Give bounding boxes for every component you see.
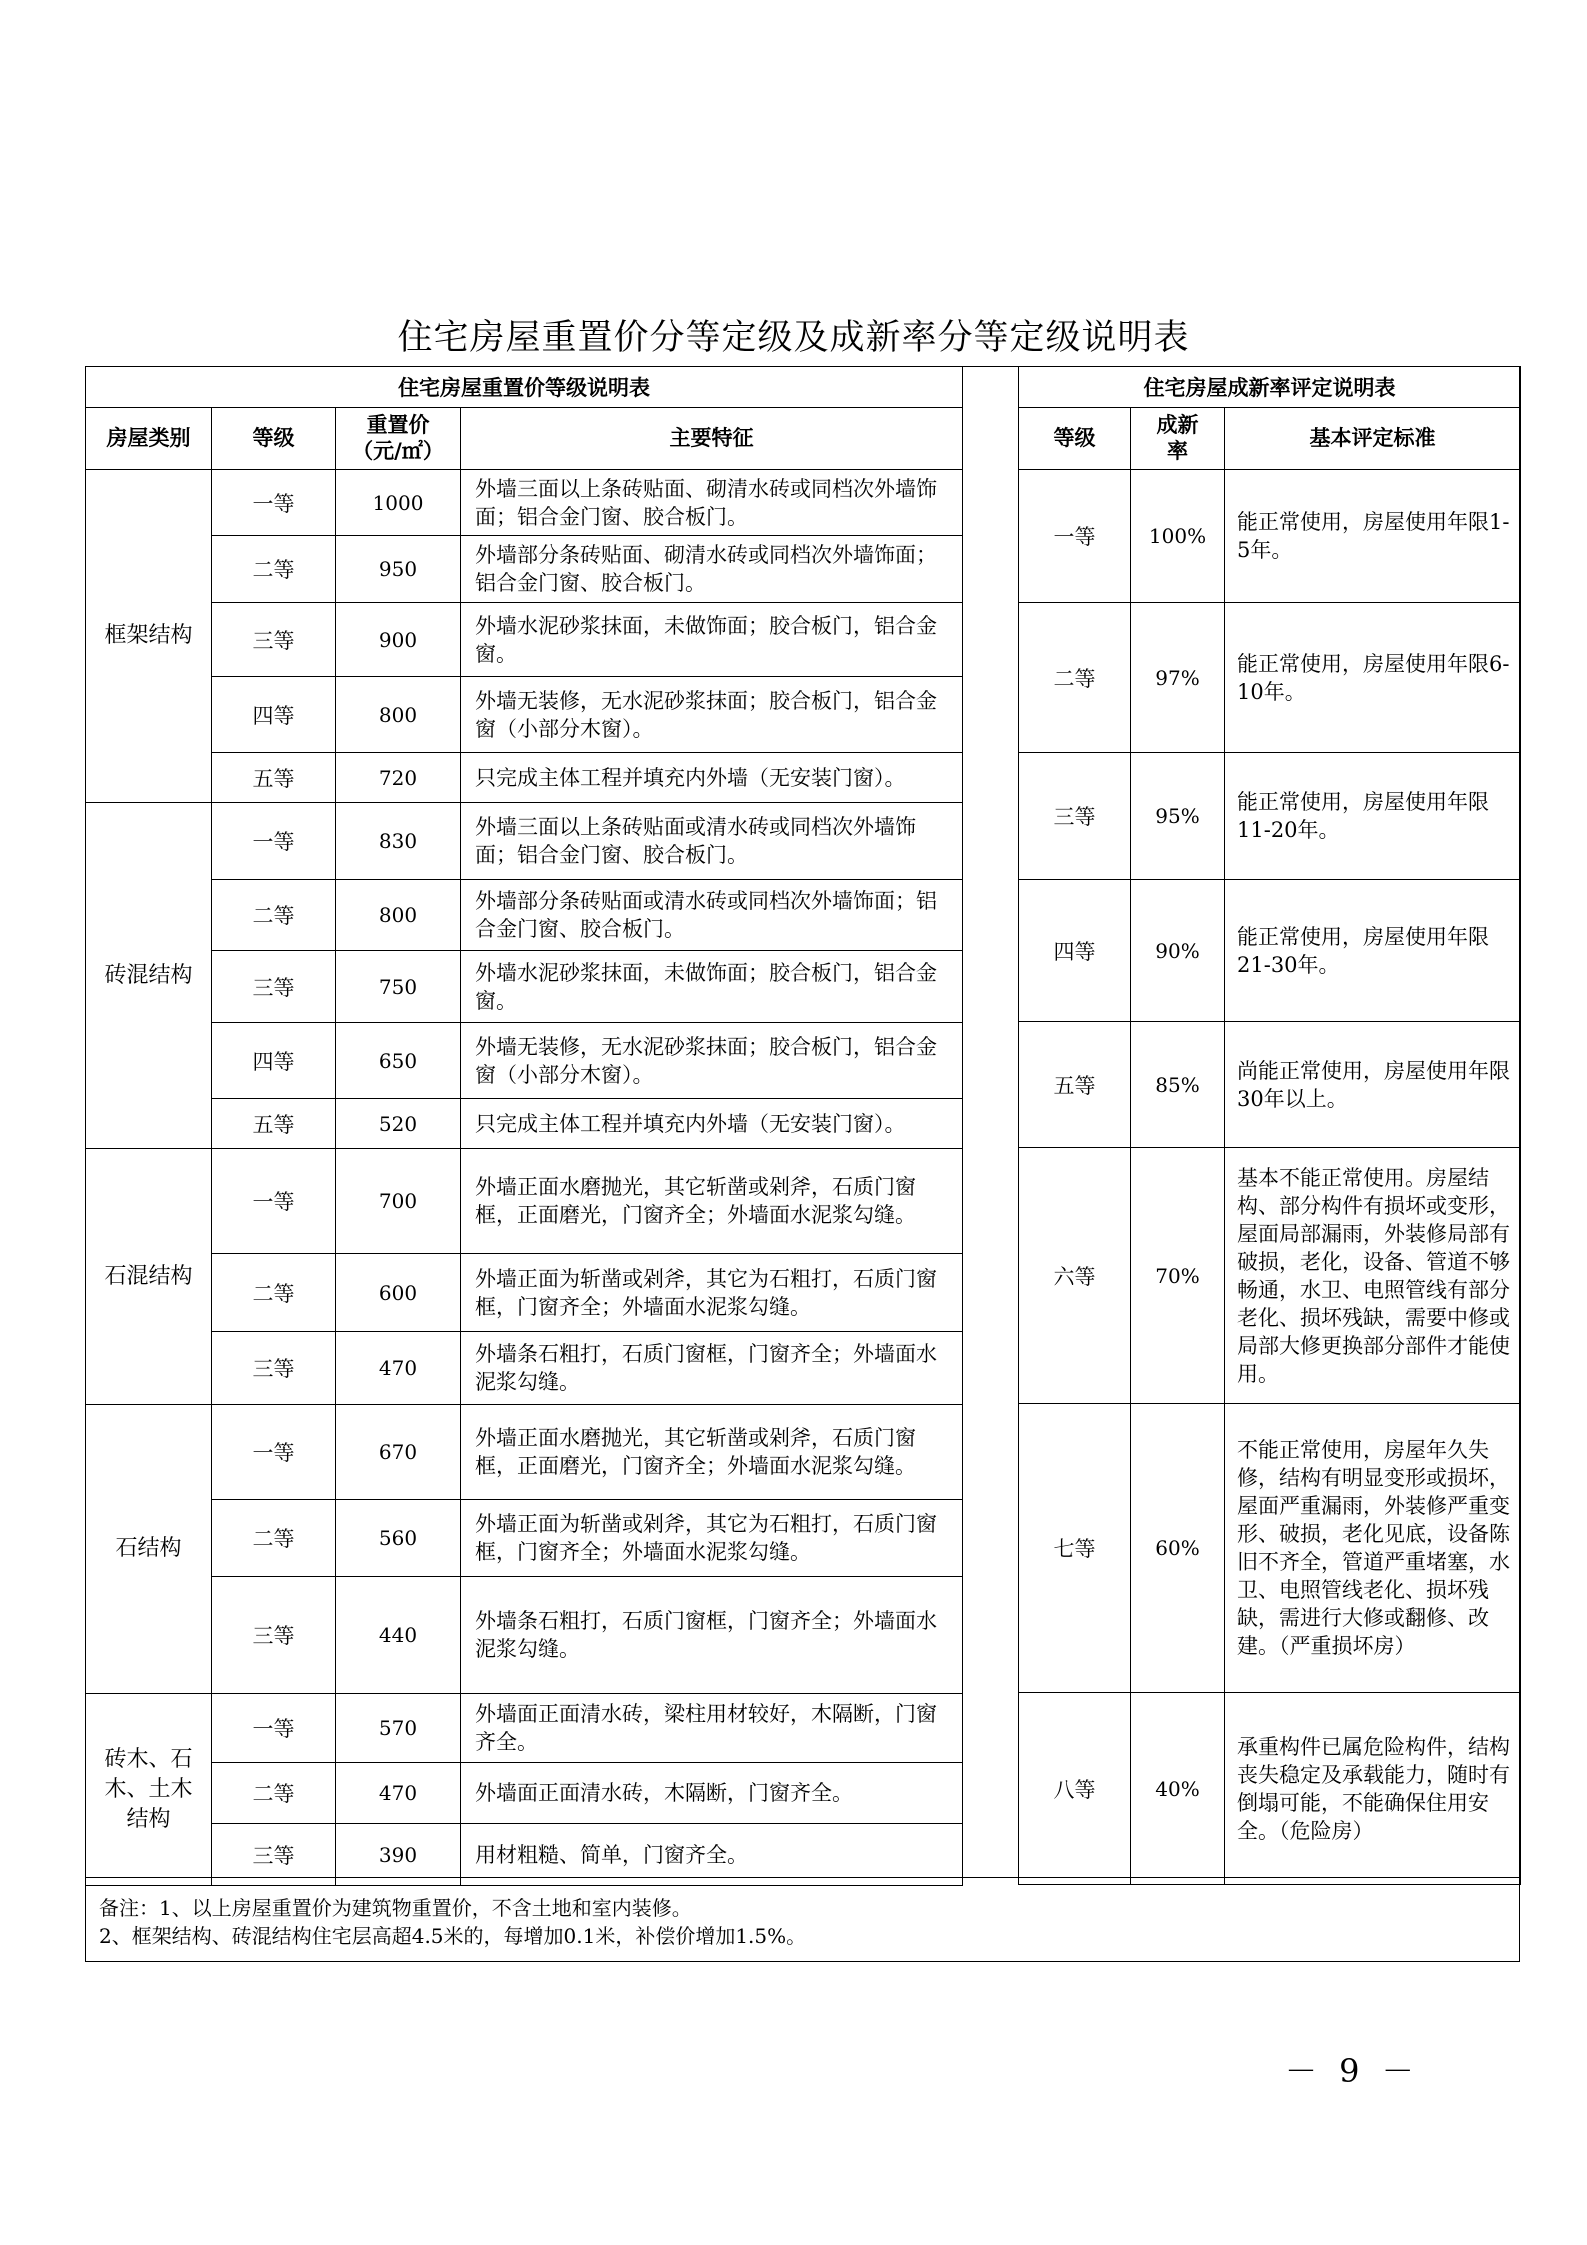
criteria-cell: 不能正常使用，房屋年久失修，结构有明显变形或损坏，屋面严重漏雨，外装修严重变形、破损，老化见底，设备陈旧不齐全，管道严重堵塞，水卫、电照管线老化、损坏残缺，需进行大修或翻修、改建。（严重损坏房） [1225, 1404, 1521, 1693]
features-cell: 外墙无装修，无水泥砂浆抹面；胶合板门，铝合金窗（小部分木窗）。 [461, 677, 963, 753]
table-row [86, 1149, 963, 1254]
features-cell: 外墙无装修，无水泥砂浆抹面；胶合板门，铝合金窗（小部分木窗）。 [461, 1023, 963, 1099]
price-cell: 650 [336, 1023, 461, 1099]
price-cell: 750 [336, 951, 461, 1023]
house-type-cell: 石混结构 [86, 1149, 212, 1405]
price-grade-table [85, 366, 963, 1886]
price-cell: 1000 [336, 470, 461, 536]
table-row [86, 470, 963, 536]
grade-cell: 四等 [212, 677, 336, 753]
criteria-cell: 能正常使用，房屋使用年限6-10年。 [1225, 603, 1521, 753]
features-cell: 外墙部分条砖贴面或清水砖或同档次外墙饰面；铝合金门窗、胶合板门。 [461, 880, 963, 951]
features-cell: 外墙三面以上条砖贴面或清水砖或同档次外墙饰面；铝合金门窗、胶合板门。 [461, 803, 963, 880]
table-row [86, 1332, 963, 1405]
price-cell: 800 [336, 677, 461, 753]
table-row [1019, 1693, 1521, 1885]
rate-grade-cell: 八等 [1019, 1693, 1131, 1885]
house-type-cell: 砖混结构 [86, 803, 212, 1149]
page-number: － 9 － [1285, 2052, 1420, 2090]
table-row [86, 1254, 963, 1332]
rate-grade-cell: 四等 [1019, 880, 1131, 1022]
price-cell: 560 [336, 1500, 461, 1577]
price-cell: 390 [336, 1824, 461, 1886]
grade-cell: 二等 [212, 1254, 336, 1332]
criteria-cell: 能正常使用，房屋使用年限1-5年。 [1225, 470, 1521, 603]
features-cell: 外墙正面水磨抛光，其它斩凿或剁斧，石质门窗框，正面磨光，门窗齐全；外墙面水泥浆勾缝。 [461, 1149, 963, 1254]
table-row [86, 1763, 963, 1824]
rate-value-cell: 60% [1131, 1404, 1225, 1693]
features-cell: 只完成主体工程并填充内外墙（无安装门窗）。 [461, 1099, 963, 1149]
rate-value-cell: 100% [1131, 470, 1225, 603]
criteria-cell: 尚能正常使用，房屋使用年限30年以上。 [1225, 1022, 1521, 1148]
price-cell: 900 [336, 603, 461, 677]
table-row [1019, 880, 1521, 1022]
header-house-type: 房屋类别 [86, 408, 212, 470]
price-cell: 440 [336, 1577, 461, 1694]
note-line: 备注：1、以上房屋重置价为建筑物重置价，不含土地和室内装修。 [99, 1896, 692, 1920]
grade-cell: 五等 [212, 1099, 336, 1149]
house-type-line: 木、土木 [104, 1776, 193, 1802]
house-type-line: 砖木、石 [104, 1746, 193, 1772]
criteria-cell: 能正常使用，房屋使用年限21-30年。 [1225, 880, 1521, 1022]
price-cell: 600 [336, 1254, 461, 1332]
price-cell: 800 [336, 880, 461, 951]
features-cell: 外墙面正面清水砖，梁柱用材较好，木隔断，门窗齐全。 [461, 1694, 963, 1763]
price-cell: 950 [336, 536, 461, 603]
grade-cell: 三等 [212, 951, 336, 1023]
grade-cell: 四等 [212, 1023, 336, 1099]
table-row [1019, 603, 1521, 753]
page-title: 住宅房屋重置价分等定级及成新率分等定级说明表 [397, 318, 1190, 358]
grade-cell: 一等 [212, 1405, 336, 1500]
price-cell: 470 [336, 1763, 461, 1824]
rate-grade-cell: 七等 [1019, 1404, 1131, 1693]
rate-grade-cell: 六等 [1019, 1148, 1131, 1404]
header-replacement-price [336, 408, 461, 470]
grade-cell: 五等 [212, 753, 336, 803]
features-cell: 外墙部分条砖贴面、砌清水砖或同档次外墙饰面；铝合金门窗、胶合板门。 [461, 536, 963, 603]
grade-cell: 二等 [212, 880, 336, 951]
table-row [86, 803, 963, 880]
table-row [1019, 1404, 1521, 1693]
header-criteria: 基本评定标准 [1225, 408, 1521, 470]
grade-cell: 一等 [212, 470, 336, 536]
price-cell: 670 [336, 1405, 461, 1500]
rate-grade-cell: 五等 [1019, 1022, 1131, 1148]
criteria-cell: 承重构件已属危险构件，结构丧失稳定及承载能力，随时有倒塌可能，不能确保住用安全。（危险房） [1225, 1693, 1521, 1885]
rate-value-cell: 70% [1131, 1148, 1225, 1404]
header-price-line1: 重置价 [366, 413, 430, 438]
table-row [1019, 1022, 1521, 1148]
features-cell: 外墙正面水磨抛光，其它斩凿或剁斧，石质门窗框，正面磨光，门窗齐全；外墙面水泥浆勾缝。 [461, 1405, 963, 1500]
table-row [86, 753, 963, 803]
criteria-cell: 基本不能正常使用。房屋结构、部分构件有损坏或变形，屋面局部漏雨，外装修局部有破损，老化，设备、管道不够畅通，水卫、电照管线有部分老化、损坏残缺，需要中修或局部大修更换部分部件才能使用。 [1225, 1148, 1521, 1404]
price-cell: 520 [336, 1099, 461, 1149]
table-row [86, 603, 963, 677]
features-cell: 外墙水泥砂浆抹面，未做饰面；胶合板门，铝合金窗。 [461, 603, 963, 677]
rate-value-cell: 97% [1131, 603, 1225, 753]
rate-value-cell: 85% [1131, 1022, 1225, 1148]
grade-cell: 二等 [212, 536, 336, 603]
price-cell: 720 [336, 753, 461, 803]
grade-cell: 一等 [212, 803, 336, 880]
table-row [86, 1023, 963, 1099]
table-row [86, 951, 963, 1023]
features-cell: 外墙面正面清水砖，木隔断，门窗齐全。 [461, 1763, 963, 1824]
features-cell: 外墙三面以上条砖贴面、砌清水砖或同档次外墙饰面；铝合金门窗、胶合板门。 [461, 470, 963, 536]
header-rate-line2: 率 [1167, 438, 1188, 463]
features-cell: 外墙条石粗打，石质门窗框，门窗齐全；外墙面水泥浆勾缝。 [461, 1332, 963, 1405]
newness-rate-table [1018, 366, 1521, 1885]
features-cell: 外墙水泥砂浆抹面，未做饰面；胶合板门，铝合金窗。 [461, 951, 963, 1023]
header-price-unit: （元/㎡） [352, 438, 444, 463]
rate-value-cell: 40% [1131, 1693, 1225, 1885]
features-cell: 外墙正面为斩凿或剁斧，其它为石粗打，石质门窗框，门窗齐全；外墙面水泥浆勾缝。 [461, 1500, 963, 1577]
price-cell: 830 [336, 803, 461, 880]
table-row [1019, 470, 1521, 603]
grade-cell: 三等 [212, 1577, 336, 1694]
note-line: 2、框架结构、砖混结构住宅层高超4.5米的，每增加0.1米，补偿价增加1.5%。 [99, 1924, 807, 1948]
rate-grade-cell: 三等 [1019, 753, 1131, 880]
price-cell: 700 [336, 1149, 461, 1254]
grade-cell: 三等 [212, 1332, 336, 1405]
features-cell: 只完成主体工程并填充内外墙（无安装门窗）。 [461, 753, 963, 803]
rate-value-cell: 90% [1131, 880, 1225, 1022]
price-cell: 470 [336, 1332, 461, 1405]
house-type-cell: 石结构 [86, 1405, 212, 1694]
rate-value-cell: 95% [1131, 753, 1225, 880]
rate-grade-cell: 一等 [1019, 470, 1131, 603]
criteria-cell: 能正常使用，房屋使用年限11-20年。 [1225, 753, 1521, 880]
header-main-features: 主要特征 [461, 408, 963, 470]
table-row [86, 1500, 963, 1577]
grade-cell: 三等 [212, 603, 336, 677]
header-rate-line1: 成新 [1156, 413, 1199, 438]
table-row [86, 1577, 963, 1694]
features-cell: 外墙正面为斩凿或剁斧，其它为石粗打，石质门窗框，门窗齐全；外墙面水泥浆勾缝。 [461, 1254, 963, 1332]
rate-table-caption: 住宅房屋成新率评定说明表 [1019, 367, 1521, 408]
features-cell: 外墙条石粗打，石质门窗框，门窗齐全；外墙面水泥浆勾缝。 [461, 1577, 963, 1694]
table-row [86, 536, 963, 603]
house-type-cell [86, 1694, 212, 1886]
table-row [1019, 1148, 1521, 1404]
rate-grade-cell: 二等 [1019, 603, 1131, 753]
table-row [86, 880, 963, 951]
grade-cell: 二等 [212, 1763, 336, 1824]
table-row [1019, 753, 1521, 880]
grade-cell: 一等 [212, 1149, 336, 1254]
grade-cell: 一等 [212, 1694, 336, 1763]
grade-cell: 二等 [212, 1500, 336, 1577]
table-row [86, 1405, 963, 1500]
header-grade: 等级 [212, 408, 336, 470]
table-row [86, 1099, 963, 1149]
house-type-line: 结构 [126, 1806, 171, 1832]
house-type-cell: 框架结构 [86, 470, 212, 803]
price-table-caption: 住宅房屋重置价等级说明表 [86, 367, 963, 408]
notes-section [85, 1877, 1520, 1962]
table-row [86, 677, 963, 753]
table-row [86, 1694, 963, 1763]
grade-cell: 三等 [212, 1824, 336, 1886]
features-cell: 用材粗糙、简单，门窗齐全。 [461, 1824, 963, 1886]
header-rate-grade: 等级 [1019, 408, 1131, 470]
price-cell: 570 [336, 1694, 461, 1763]
header-newness-rate [1131, 408, 1225, 470]
